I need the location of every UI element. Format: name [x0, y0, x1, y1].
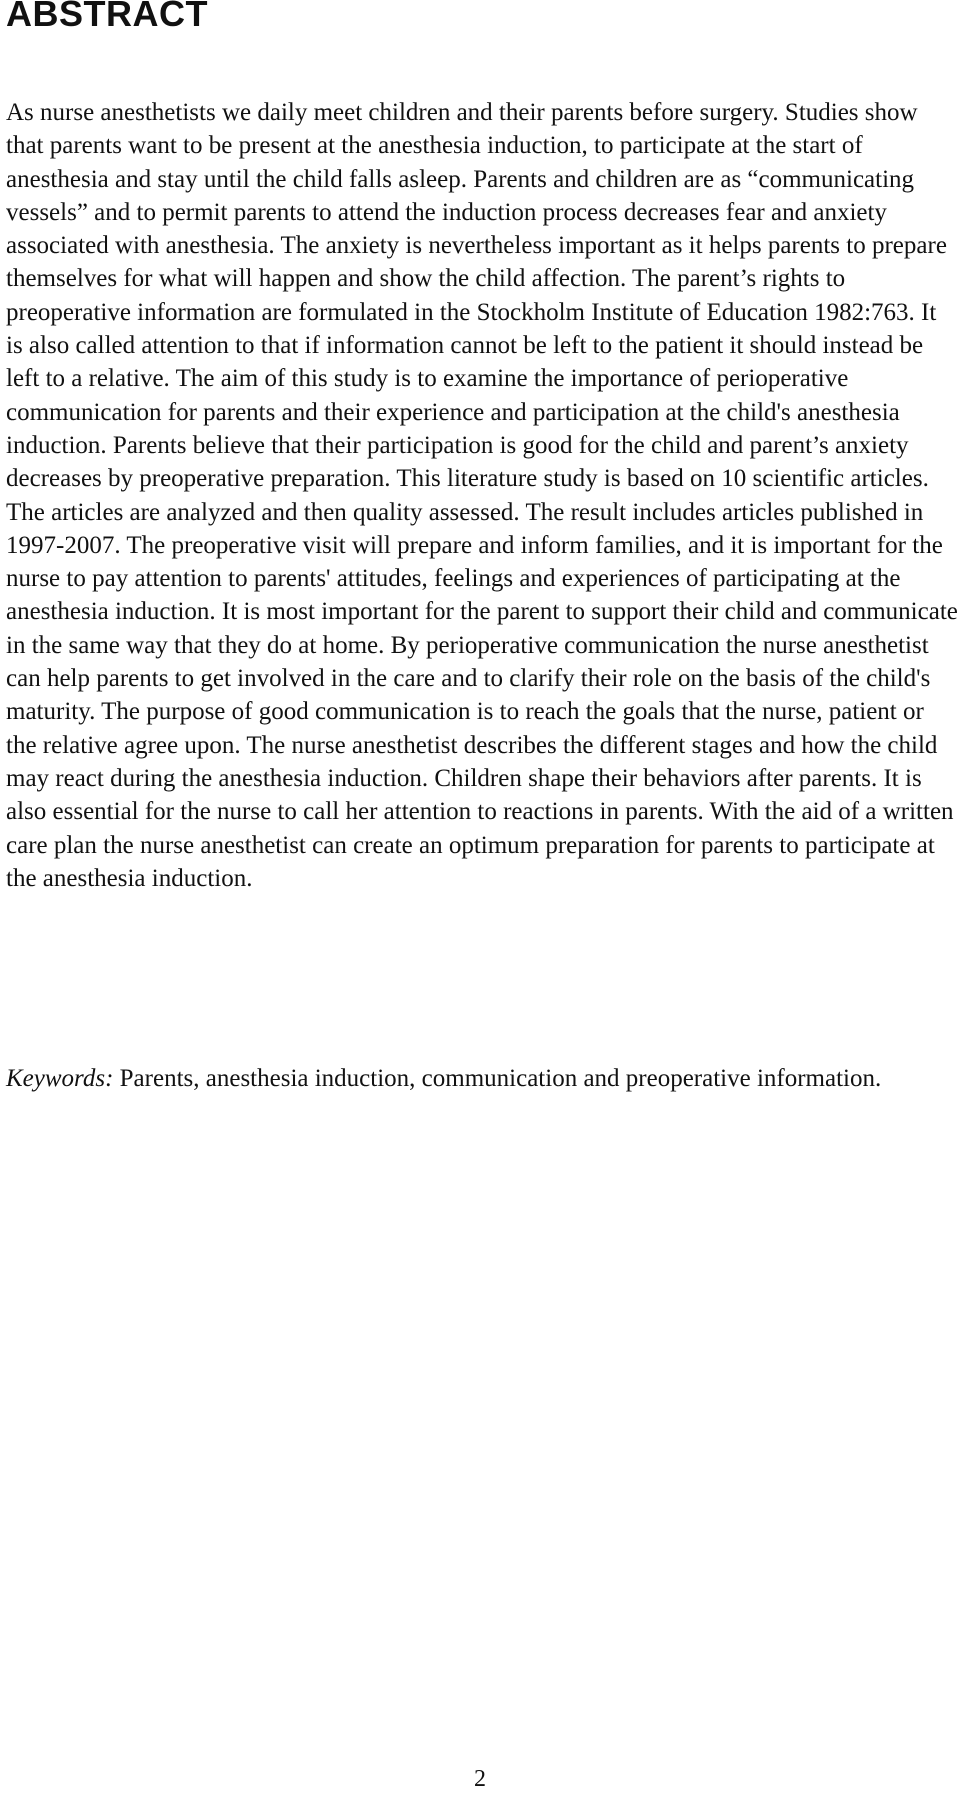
page-title: ABSTRACT	[6, 0, 208, 34]
page-number: 2	[474, 1766, 486, 1792]
abstract-paragraph: As nurse anesthetists we daily meet children and their parents before surgery. Studies show that parents want to be present at the anesthesia induction, to participate at the start of anesthesia and stay until the child falls asleep. Parents and children are as “communicating vessels” and to permit parents to attend the induction process decreases fear and anxiety associated with anesthesia. The anxiety is nevertheless important as it helps parents to prepare themselves for what will happen and show the child affection. The parent’s rights to preoperative information are formulated in the Stockholm Institute of Education 1982:763. It is also called attention to that if information cannot be left to the patient it should instead be left to a relative. The aim of this study is to examine the importance of perioperative communication for parents and their experience and participation at the child's anesthesia induction. Parents believe that their participation is good for the child and parent’s anxiety decreases by preoperative preparation. This literature study is based on 10 scientific articles. The articles are analyzed and then quality assessed. The result includes articles published in 1997-2007. The preoperative visit will prepare and inform families, and it is important for the nurse to pay attention to parents' attitudes, feelings and experiences of participating at the anesthesia induction. It is most important for the parent to support their child and communicate in the same way that they do at home. By perioperative communication the nurse anesthetist can help parents to get involved in the care and to clarify their role on the basis of the child's maturity. The purpose of good communication is to reach the goals that the nurse, patient or the relative agree upon. The nurse anesthetist describes the different stages and how the child may react during the anesthesia induction. Children shape their behaviors after parents. It is also essential for the nurse to call her attention to reactions in parents. With the aid of a written care plan the nurse anesthetist can create an optimum preparation for parents to participate at the anesthesia induction.	[6, 99, 958, 892]
keywords-label: Keywords:	[6, 1065, 114, 1092]
keywords-line	[6, 1062, 958, 1095]
keywords-text: Parents, anesthesia induction, communication and preoperative information.	[113, 1065, 882, 1092]
